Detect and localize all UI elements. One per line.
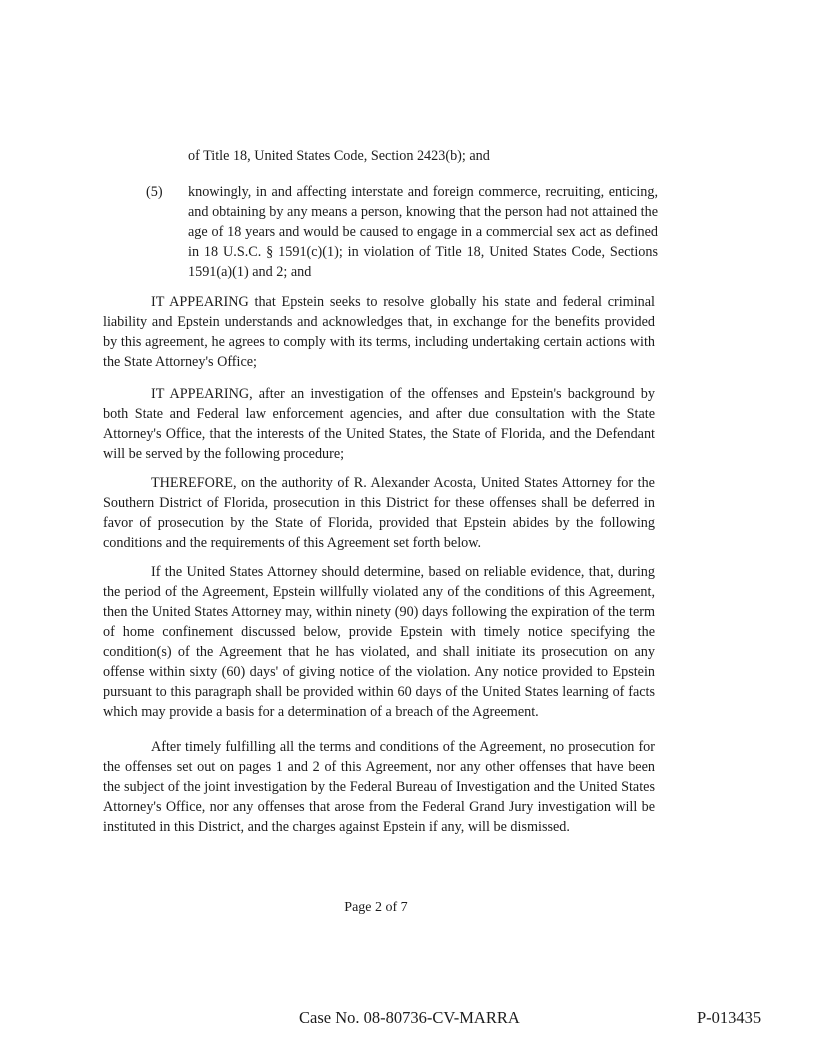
continuation-line: of Title 18, United States Code, Section 2423(b); and (188, 148, 490, 164)
paragraph-therefore: THEREFORE, on the authority of R. Alexander Acosta, United States Attorney for the Southern District of Florida, prosecution in this District for these offenses shall be deferred in favor of prosecution by the State of Florida, provided that Epstein abides by the following conditions and the requirements of this Agreement set forth below. (103, 475, 655, 551)
footer-bates-number: P-013435 (697, 1008, 762, 1027)
list-item-text: knowingly, in and affecting interstate and foreign commerce, recruiting, enticing, and obtaining by any means a person, knowing that the person had not attained the age of 18 years and would be caused to engage in a commercial sex act as defined in 18 U.S.C. § 1591(c)(1); in violation of Title 18, United States Code, Sections 1591(a)(1) and 2; and (188, 184, 658, 280)
page-number: Page 2 of 7 (344, 900, 408, 915)
paragraph-it-appearing-1: IT APPEARING that Epstein seeks to resolve globally his state and federal criminal liability and Epstein understands and acknowledges that, in exchange for the benefits provided by this agreement, he agrees to comply with its terms, including undertaking certain actions with the State Attorney's Office; (103, 294, 655, 370)
paragraph-it-appearing-2: IT APPEARING, after an investigation of the offenses and Epstein's background by both State and Federal law enforcement agencies, and after due consultation with the State Attorney's Office, that the interests of the United States, the State of Florida, and the Defendant will be served by the following procedure; (103, 386, 655, 462)
list-item-number: (5) (146, 184, 163, 200)
paragraph-no-prosecution: After timely fulfilling all the terms and conditions of the Agreement, no prosecution for the offenses set out on pages 1 and 2 of this Agreement, nor any other offenses that have been the subject of the joint investigation by the Federal Bureau of Investigation and the United States Attorney's Office, nor any offenses that arose from the Federal Grand Jury investigation will be instituted in this District, and the charges against Epstein if any, will be dismissed. (103, 739, 655, 835)
footer-case-number: Case No. 08-80736-CV-MARRA (299, 1008, 520, 1027)
paragraph-violation-notice: If the United States Attorney should determine, based on reliable evidence, that, during the period of the Agreement, Epstein willfully violated any of the conditions of this Agreement, then the United States Attorney may, within ninety (90) days following the expiration of the term of home confinement discussed below, provide Epstein with timely notice specifying the condition(s) of the Agreement that he has violated, and shall initiate its prosecution on any offense within sixty (60) days' of giving notice of the violation. Any notice provided to Epstein pursuant to this paragraph shall be provided within 60 days of the United States learning of facts which may provide a basis for a determination of a breach of the Agreement. (103, 564, 655, 720)
